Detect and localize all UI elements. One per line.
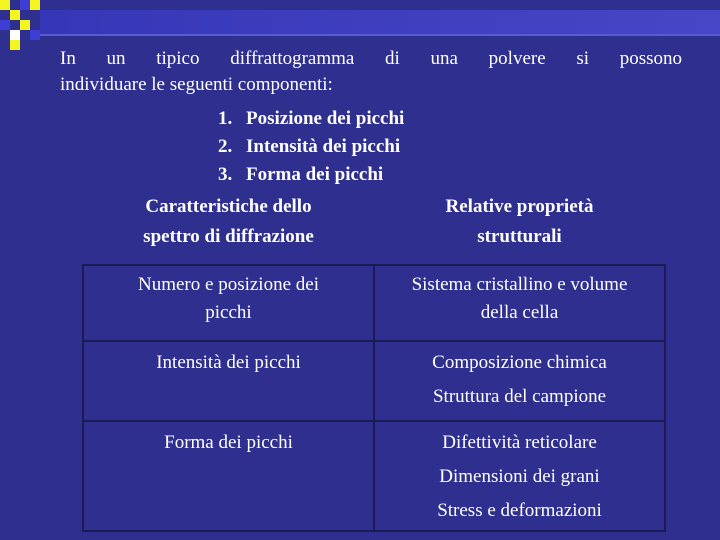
deco-square: [20, 0, 30, 10]
table-cell: Forma dei picchi: [83, 421, 374, 531]
header-spectrum-features: Caratteristiche dello spettro di diffrazione: [143, 196, 314, 247]
deco-square: [30, 30, 40, 40]
list-label: Posizione dei picchi: [246, 108, 405, 129]
table-row: [83, 341, 665, 421]
properties-table: [82, 192, 666, 532]
table-cell: Numero e posizione dei picchi: [83, 265, 374, 341]
list-number: 2.: [218, 136, 233, 157]
intro-paragraph: [60, 46, 682, 98]
table-row: [83, 421, 665, 531]
deco-square: [10, 30, 20, 40]
list-label: Intensità dei picchi: [246, 136, 401, 157]
table-header-row: [83, 192, 665, 265]
deco-square: [30, 0, 40, 10]
deco-square: [0, 20, 10, 30]
list-item: [218, 133, 404, 161]
deco-square: [10, 10, 20, 20]
table-cell: Sistema cristallino e volume della cella: [374, 265, 665, 341]
table-cell: Difettività reticolare Dimensioni dei grani Stress e deformazioni: [374, 421, 665, 531]
table-cell: Composizione chimica Struttura del campione: [374, 341, 665, 421]
header-structural-properties: Relative proprietà strutturali: [445, 196, 594, 247]
intro-line-1: In un tipico diffrattogramma di una polvere si possono: [60, 48, 682, 69]
list-number: 1.: [218, 108, 233, 129]
deco-square: [10, 40, 20, 50]
table-row: [83, 265, 665, 341]
deco-square: [20, 20, 30, 30]
header-divider: [40, 34, 720, 36]
list-number: 3.: [218, 164, 233, 185]
header-bar: [40, 10, 720, 34]
list-item: [218, 161, 404, 189]
deco-square: [0, 0, 10, 10]
table-cell: Intensità dei picchi: [83, 341, 374, 421]
list-item: [218, 105, 404, 133]
components-list: [218, 105, 404, 189]
intro-line-2: individuare le seguenti componenti:: [60, 74, 333, 95]
list-label: Forma dei picchi: [246, 164, 384, 185]
